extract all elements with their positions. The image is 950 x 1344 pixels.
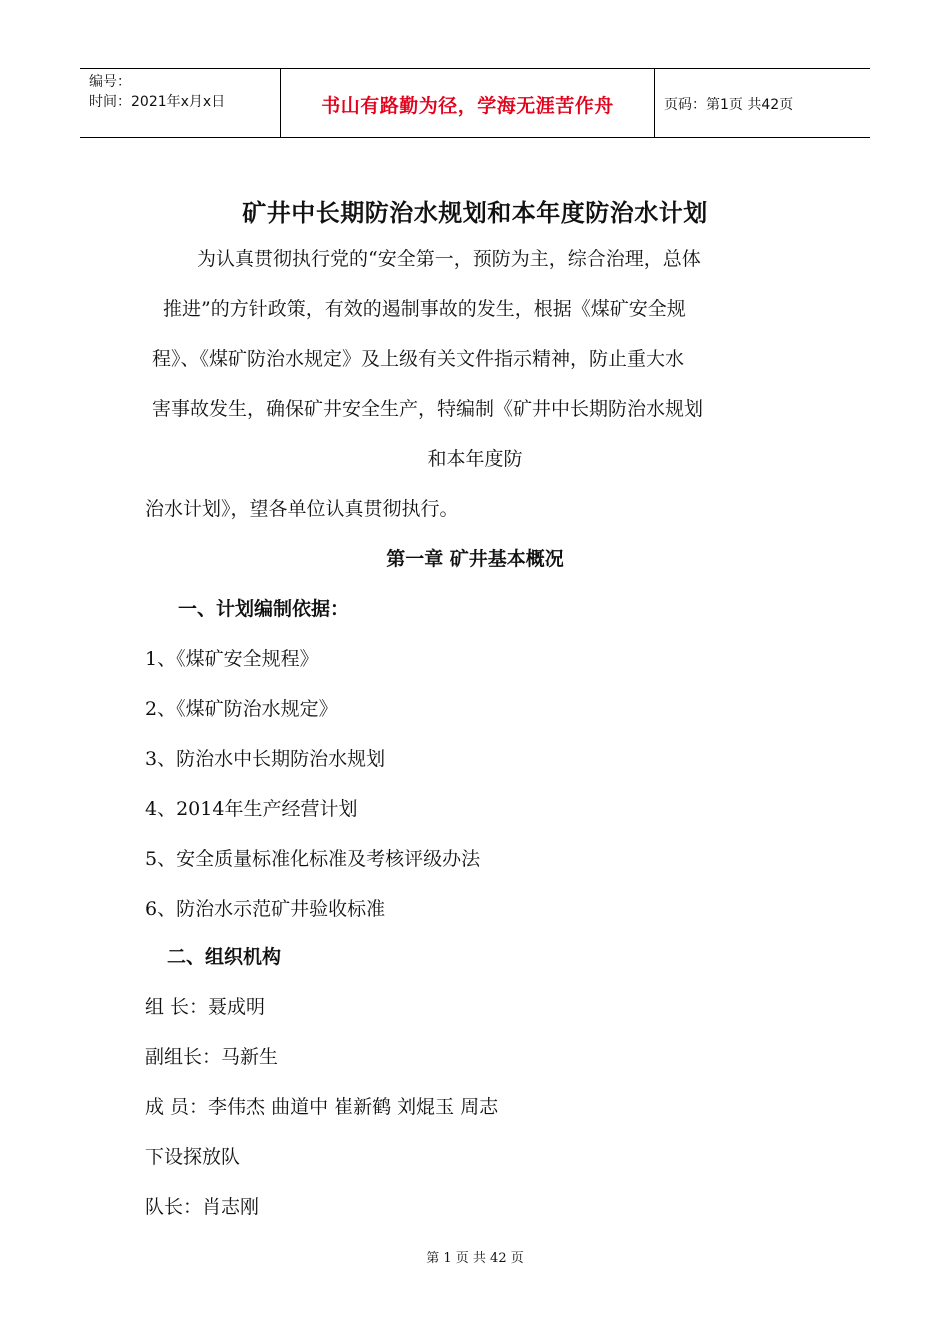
header-page-info: 页码：第1页 共42页 [664, 97, 794, 113]
basis-list-item: 5、安全质量标准化标准及考核评级办法 [145, 848, 481, 870]
document-header [80, 68, 870, 138]
basis-list-item: 6、防治水示范矿井验收标准 [145, 898, 386, 920]
chapter-title: 第一章 矿井基本概况 [386, 548, 564, 570]
org-line: 下设探放队 [145, 1146, 241, 1168]
time-label: 时间：2021年x月x日 [89, 94, 226, 110]
section-heading: 一、计划编制依据： [178, 598, 350, 620]
basis-list-item: 4、2014年生产经营计划 [145, 798, 358, 820]
org-line: 副组长：马新生 [145, 1046, 279, 1068]
org-line: 队长：肖志刚 [145, 1196, 260, 1218]
intro-line: 害事故发生，确保矿井安全生产，特编制《矿井中长期防治水规划 [152, 398, 704, 420]
intro-line: 推进”的方针政策，有效的遏制事故的发生，根据《煤矿安全规 [163, 298, 686, 320]
intro-line: 治水计划》，望各单位认真贯彻执行。 [145, 498, 459, 520]
basis-list-item: 3、防治水中长期防治水规划 [145, 748, 386, 770]
section-heading: 二、组织机构 [167, 946, 282, 968]
header-meta-cell [80, 69, 280, 137]
page-footer: 第 1 页 共 42 页 [426, 1251, 524, 1266]
basis-list-item: 1、《煤矿安全规程》 [145, 648, 319, 670]
number-label: 编号： [89, 74, 131, 90]
intro-line: 为认真贯彻执行党的“安全第一，预防为主，综合治理，总体 [197, 248, 701, 270]
header-motto: 书山有路勤为径，学海无涯苦作舟 [321, 95, 614, 117]
document-title: 矿井中长期防治水规划和本年度防治水计划 [242, 199, 708, 227]
intro-line: 和本年度防 [427, 448, 523, 470]
basis-list-item: 2、《煤矿防治水规定》 [145, 698, 338, 720]
org-line: 组 长：聂成明 [145, 996, 266, 1018]
header-page-cell [654, 69, 870, 137]
header-motto-cell [280, 69, 655, 137]
intro-line: 程》、《煤矿防治水规定》及上级有关文件指示精神，防止重大水 [152, 348, 685, 370]
org-line: 成 员：李伟杰 曲道中 崔新鹤 刘焜玉 周志 [145, 1096, 499, 1118]
